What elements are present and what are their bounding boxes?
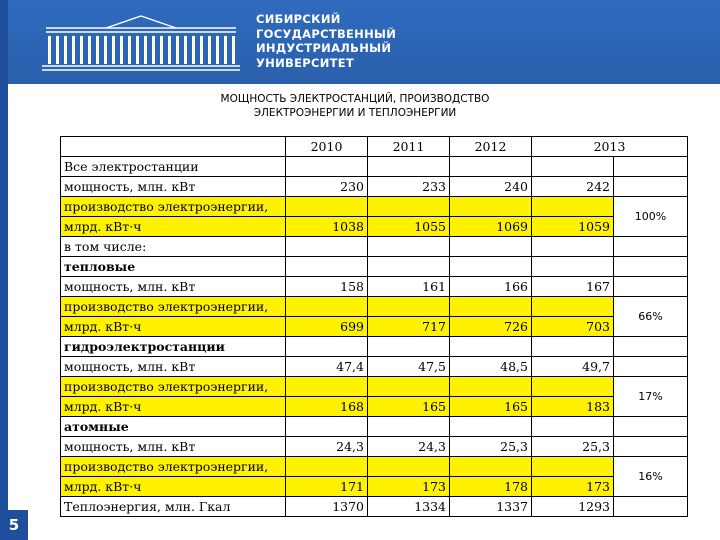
page-number: 5 <box>0 510 28 540</box>
row-label: производство электроэнергии, <box>61 377 286 397</box>
table-cell: 717 <box>368 317 450 337</box>
table-cell: 173 <box>532 477 614 497</box>
table-cell: 726 <box>450 317 532 337</box>
share-cell: 66% <box>614 297 688 337</box>
table-header-row <box>61 137 688 157</box>
university-name-line-2: ГОСУДАРСТВЕННЫЙ <box>256 26 397 41</box>
table-cell: 230 <box>286 177 368 197</box>
table-row <box>61 257 688 277</box>
table-row <box>61 357 688 377</box>
row-label: мощность, млн. кВт <box>61 357 286 377</box>
table-cell: 178 <box>450 477 532 497</box>
table-row <box>61 497 688 517</box>
row-label: млрд. кВт·ч <box>61 217 286 237</box>
table-cell: 24,3 <box>286 437 368 457</box>
table-cell: 183 <box>532 397 614 417</box>
section-label-all: Все электростанции <box>61 157 286 177</box>
table-cell: 167 <box>532 277 614 297</box>
table-cell: 49,7 <box>532 357 614 377</box>
row-label: производство электроэнергии, <box>61 297 286 317</box>
row-label: мощность, млн. кВт <box>61 277 286 297</box>
table-cell: 173 <box>368 477 450 497</box>
slide-title-line-2: ЭЛЕКТРОЭНЕРГИИ И ТЕПЛОЭНЕРГИИ <box>253 107 457 119</box>
year-header: 2010 <box>286 137 368 157</box>
year-header: 2011 <box>368 137 450 157</box>
table-cell: 240 <box>450 177 532 197</box>
table-cell: 25,3 <box>532 437 614 457</box>
table-cell: 1293 <box>532 497 614 517</box>
header-empty-cell <box>61 137 286 157</box>
table-cell: 1055 <box>368 217 450 237</box>
including-label: в том числе: <box>61 237 286 257</box>
table-cell: 168 <box>286 397 368 417</box>
table-cell: 233 <box>368 177 450 197</box>
energy-table <box>60 136 688 517</box>
row-label: млрд. кВт·ч <box>61 317 286 337</box>
row-label: мощность, млн. кВт <box>61 177 286 197</box>
section-label-hydro: гидроэлектростанции <box>61 337 286 357</box>
table-cell: 161 <box>368 277 450 297</box>
year-header: 2012 <box>450 137 532 157</box>
table-row-highlight <box>61 197 688 217</box>
table-cell: 47,4 <box>286 357 368 377</box>
slide-title-line-1: МОЩНОСТЬ ЭЛЕКТРОСТАНЦИЙ, ПРОИЗВОДСТВО <box>220 93 490 105</box>
table-row <box>61 437 688 457</box>
section-label-thermal: тепловые <box>61 257 286 277</box>
table-cell: 703 <box>532 317 614 337</box>
table-cell <box>614 497 688 517</box>
table-row <box>61 157 688 177</box>
table-cell: 165 <box>368 397 450 417</box>
table-cell: 242 <box>532 177 614 197</box>
share-cell: 16% <box>614 457 688 497</box>
university-building-logo <box>36 10 246 74</box>
table-row <box>61 337 688 357</box>
table-cell: 699 <box>286 317 368 337</box>
row-label: млрд. кВт·ч <box>61 477 286 497</box>
share-cell: 100% <box>614 197 688 237</box>
table-cell: 1059 <box>532 217 614 237</box>
university-name <box>256 12 396 70</box>
table-row-highlight <box>61 317 688 337</box>
table-cell: 24,3 <box>368 437 450 457</box>
table-cell: 25,3 <box>450 437 532 457</box>
left-sidebar-stripe <box>0 0 8 540</box>
table-cell: 47,5 <box>368 357 450 377</box>
university-name-line-3: ИНДУСТРИАЛЬНЫЙ <box>256 41 392 55</box>
table-row <box>61 277 688 297</box>
table-row-highlight <box>61 477 688 497</box>
table-cell: 1069 <box>450 217 532 237</box>
table-row-highlight <box>61 377 688 397</box>
table-cell: 1370 <box>286 497 368 517</box>
table-cell: 48,5 <box>450 357 532 377</box>
table-row-highlight <box>61 297 688 317</box>
share-cell: 17% <box>614 377 688 417</box>
row-label: производство электроэнергии, <box>61 197 286 217</box>
table-cell: 166 <box>450 277 532 297</box>
table-row <box>61 177 688 197</box>
table-cell: 165 <box>450 397 532 417</box>
row-label: мощность, млн. кВт <box>61 437 286 457</box>
year-header: 2013 <box>532 137 688 157</box>
table-row <box>61 417 688 437</box>
table-row-highlight <box>61 457 688 477</box>
row-label: млрд. кВт·ч <box>61 397 286 417</box>
slide-title <box>150 92 560 120</box>
table-cell: 171 <box>286 477 368 497</box>
university-name-line-1: СИБИРСКИЙ <box>256 12 341 26</box>
table-cell: 158 <box>286 277 368 297</box>
row-label-heat: Теплоэнергия, млн. Гкал <box>61 497 286 517</box>
row-label: производство электроэнергии, <box>61 457 286 477</box>
table-cell: 1334 <box>368 497 450 517</box>
university-name-line-4: УНИВЕРСИТЕТ <box>256 55 355 70</box>
table-row <box>61 237 688 257</box>
table-cell: 1038 <box>286 217 368 237</box>
section-label-nuclear: атомные <box>61 417 286 437</box>
table-cell: 1337 <box>450 497 532 517</box>
table-row-highlight <box>61 397 688 417</box>
table-row-highlight <box>61 217 688 237</box>
